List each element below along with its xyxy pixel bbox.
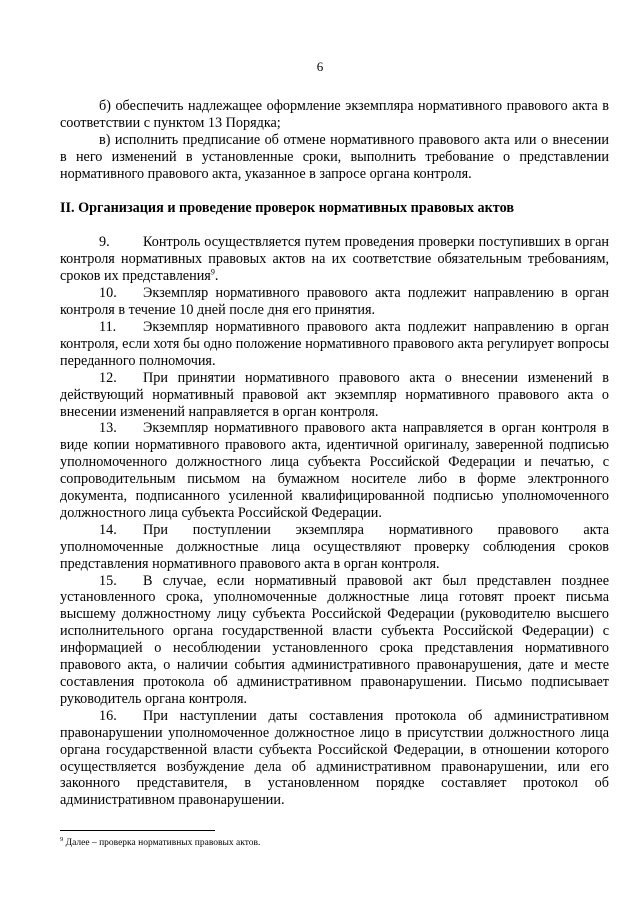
footnote [60,837,609,849]
footnote-mark: 9 [60,835,64,843]
paragraph-b: б) обеспечить надлежащее оформление экземпляра нормативного правового акта в соответствии с пунктом 13 Порядка; [60,98,609,131]
item-number: 15. [99,572,117,589]
paragraph-9 [60,234,609,285]
item-number: 13. [99,420,117,437]
footnote-reference: 9 [210,267,215,277]
item-number: 14. [99,521,117,538]
item-text: Экземпляр нормативного правового акта подлежит направлению в орган контроля, если хотя бы одно положение нормативного правового акта регулирует вопросы переданного полномочия. [60,318,609,369]
paragraph-11 [60,319,609,370]
section-heading: II. Организация и проведение проверок нормативных правовых актов [60,199,514,216]
paragraph-14 [60,522,609,573]
document-body [60,98,609,809]
item-number: 9. [99,234,110,251]
paragraph-v: в) исполнить предписание об отмене нормативного правового акта или о внесении в него изменений в установленные сроки, выполнить требование о представлении нормативного правового акта, указанное в запросе органа контроля. [60,131,609,182]
paragraph-15 [60,573,609,708]
paragraph-10 [60,285,609,319]
item-text: При поступлении экземпляра нормативного правового акта уполномоченные должностные лица осуществляют проверку соблюдения сроков представления нормативного правового акта в орган контроля. [60,521,609,572]
item-text: При наступлении даты составления протокола об административном правонарушении уполномоченное должностное лицо в присутствии должностного лица органа государственной власти субъекта Российской Федерации, в отношении которого осуществляется возбуждение дела об административном правонарушении, или его законного представителя, в установленном порядке составляет протокол об административном правонарушении. [60,707,609,809]
footnote-divider [60,830,215,831]
item-text-tail: . [214,268,219,285]
item-text: В случае, если нормативный правовой акт был представлен позднее установленного срока, уполномоченные должностные лица готовят проект письма высшему должностному лицу субъекта Российской Федерации (руководителю высшего исполнительного органа государственной власти субъекта Российской Федерации) с информацией о несоблюдении установленного срока представления нормативного правового акта, о наличии события административного правонарушения, дате и месте составления протокола об административном правонарушении. Письмо подписывает руководитель органа контроля. [60,572,609,707]
paragraph-16 [60,708,609,809]
item-text: Контроль осуществляется путем проведения проверки поступивших в орган контроля нормативных правовых актов на их соответствие обязательным требованиям, сроков их представления [60,234,609,285]
item-number: 10. [99,285,117,302]
item-number: 16. [99,707,117,724]
paragraph-13 [60,420,609,521]
item-number: 11. [99,318,117,335]
item-text: Экземпляр нормативного правового акта направляется в орган контроля в виде копии нормативного правового акта, идентичной оригиналу, заверенной подписью уполномоченного должностного лица субъекта Российской Федерации и печатью, с сопроводительным письмом на бумажном носителе либо в форме электронного документа, подписанного усиленной квалифицированной подписью уполномоченного должностного лица субъекта Российской Федерации. [60,420,609,521]
item-text: При принятии нормативного правового акта о внесении изменений в действующий нормативный правовой акт экземпляр нормативного правового акта о внесении изменений направляется в орган контроля. [60,369,609,420]
page-number: 6 [316,59,324,74]
item-number: 12. [99,369,117,386]
paragraph-12 [60,370,609,421]
footnote-text: Далее – проверка нормативных правовых актов. [65,838,261,848]
item-text: Экземпляр нормативного правового акта подлежит направлению в орган контроля в течение 10 дней после дня его принятия. [60,285,609,319]
